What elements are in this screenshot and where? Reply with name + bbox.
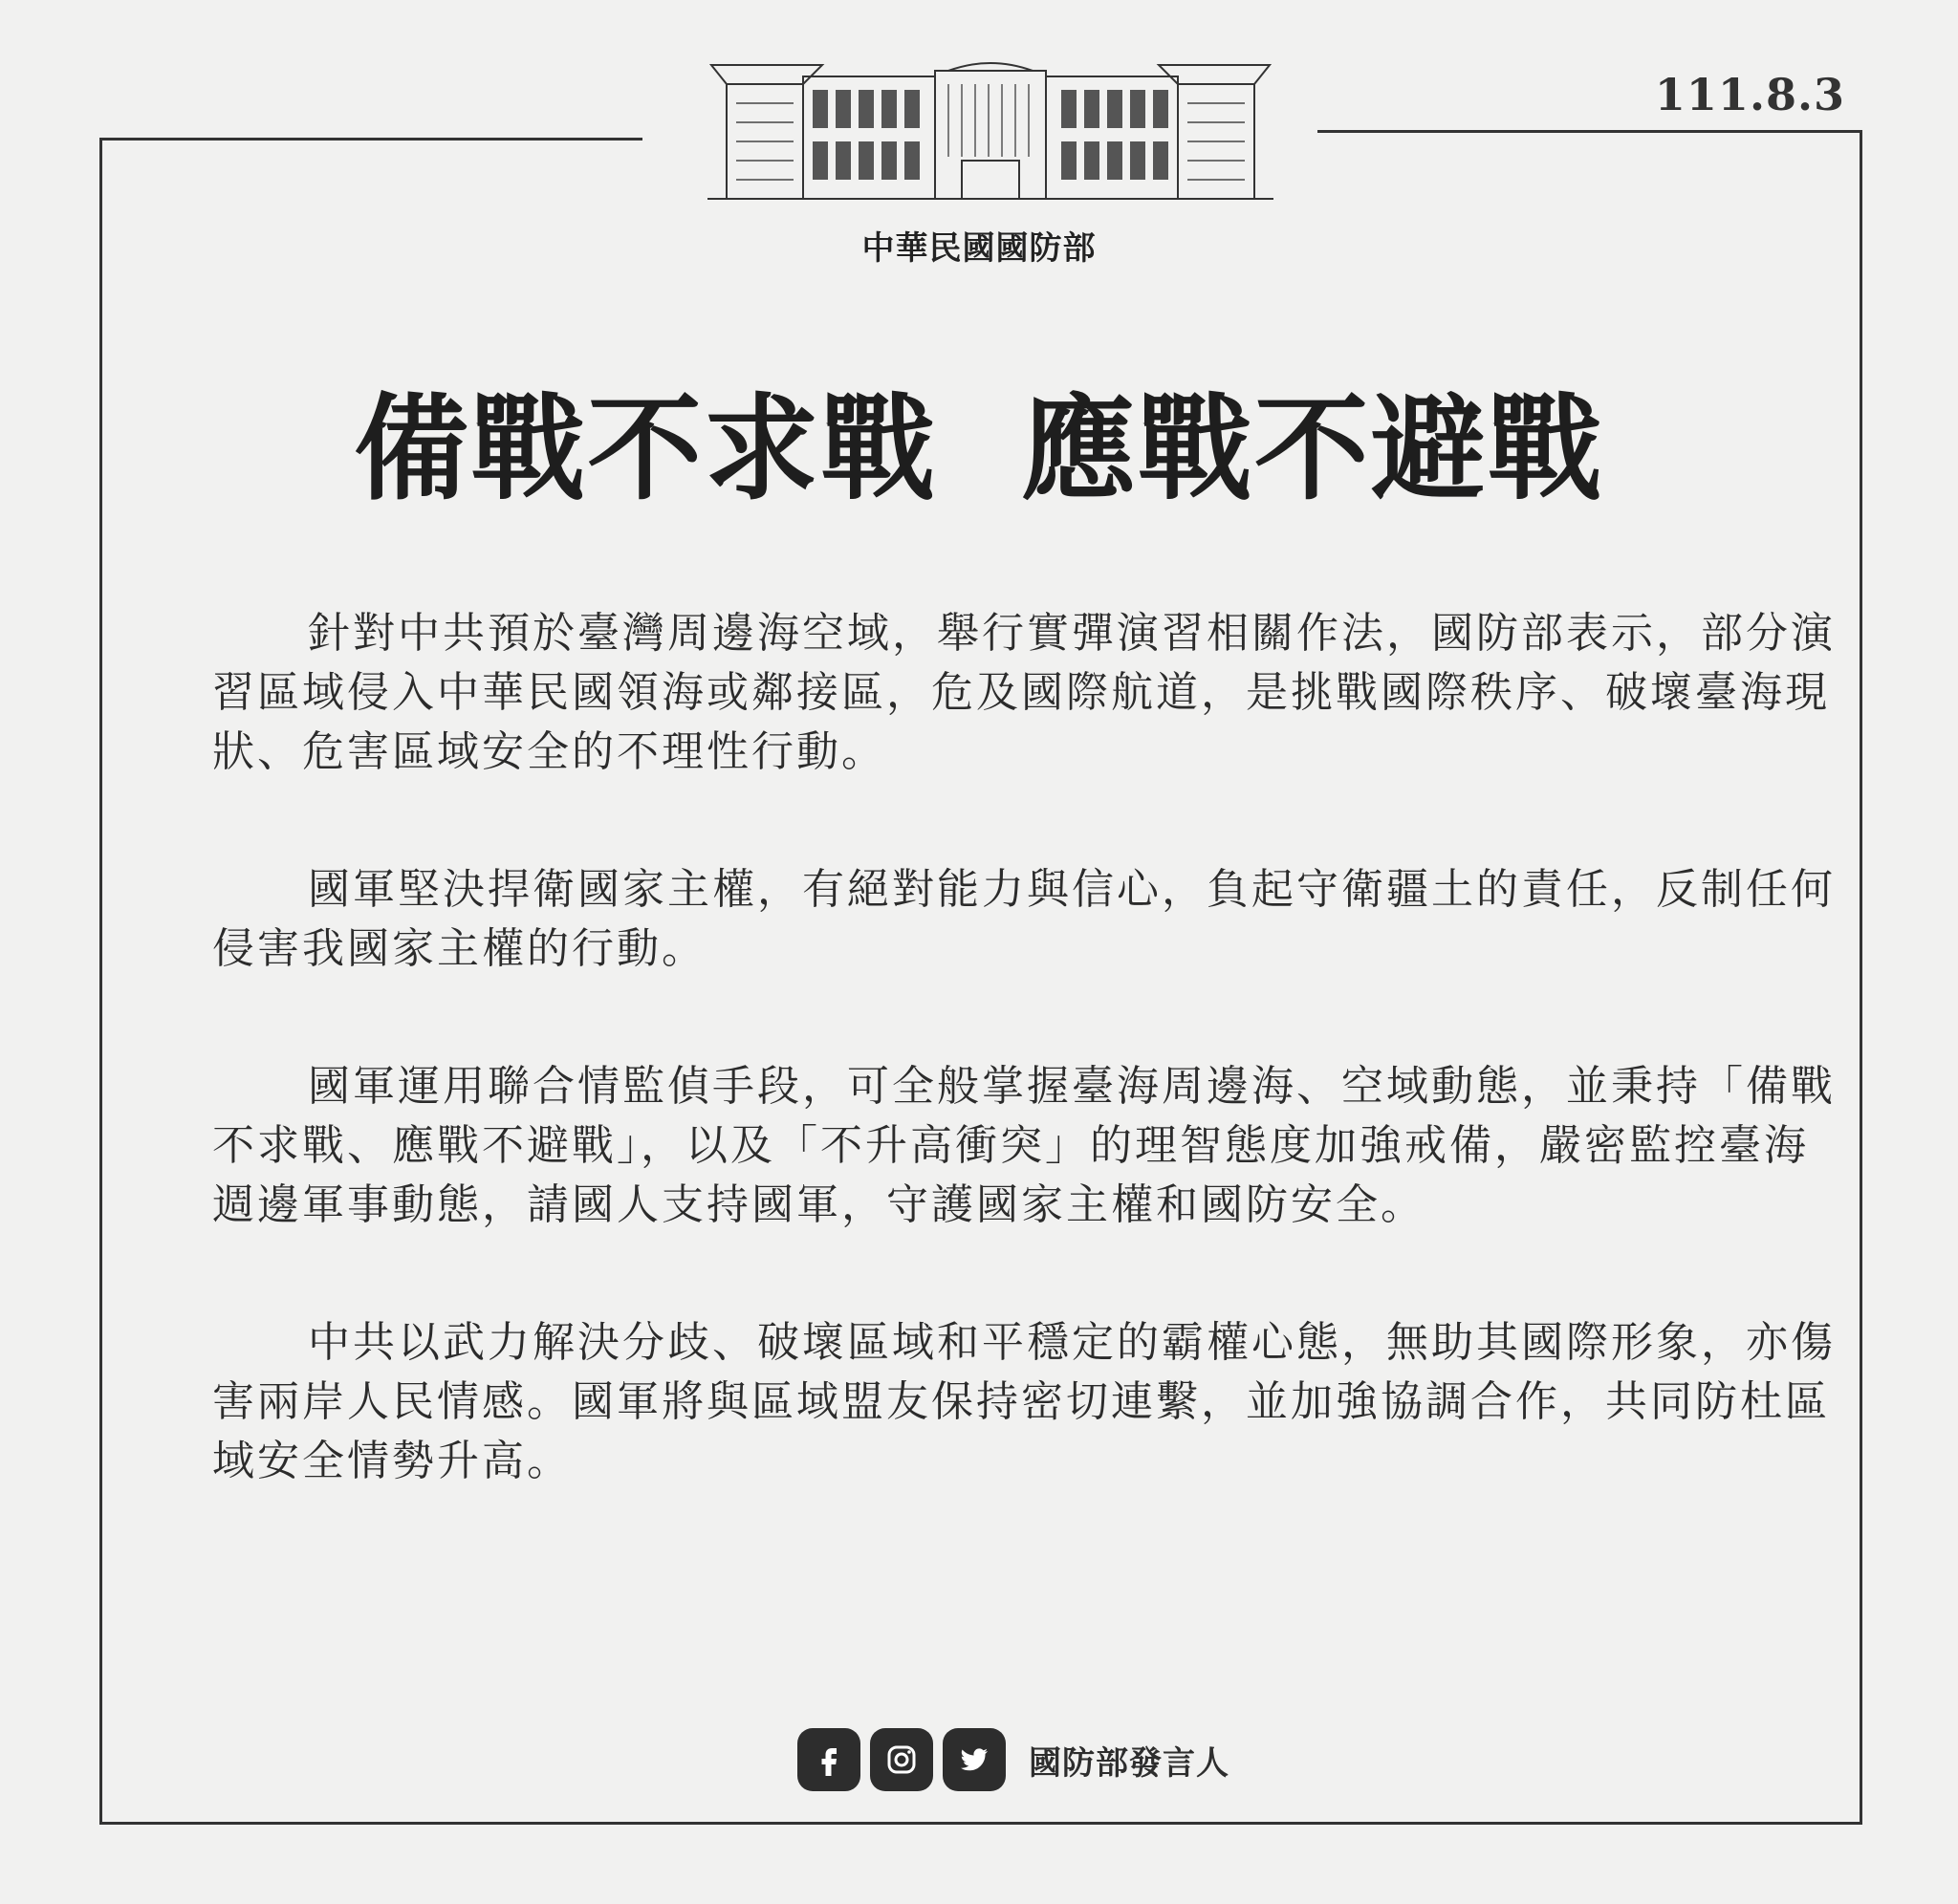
footer (797, 1728, 1229, 1791)
instagram-icon[interactable] (870, 1728, 933, 1791)
paragraph-3: 國軍運用聯合情監偵手段，可全般掌握臺海周邊海、空域動態，並秉持「備戰不求戰、應戰不避戰」，以及「不升高衝突」的理智態度加強戒備，嚴密監控臺海週邊軍事動態，請國人支持國軍，守護國家主權和國防安全。 (212, 1062, 1836, 1229)
facebook-icon[interactable] (797, 1728, 860, 1791)
main-title: 備戰不求戰 應戰不避戰 (354, 381, 1604, 516)
frame-top-right (1317, 130, 1862, 133)
paragraph-1: 針對中共預於臺灣周邊海空域，舉行實彈演習相關作法，國防部表示，部分演習區域侵入中華民國領海或鄰接區，危及國際航道，是挑戰國際秩序、破壞臺海現狀、危害區域安全的不理性行動。 (212, 609, 1836, 776)
organization-name: 中華民國國防部 (861, 229, 1097, 268)
twitter-icon[interactable] (943, 1728, 1006, 1791)
paragraph-4: 中共以武力解決分歧、破壞區域和平穩定的霸權心態，無助其國際形象，亦傷害兩岸人民情感。國軍將與區域盟友保持密切連繫，並加強協調合作，共同防杜區域安全情勢升高。 (212, 1318, 1836, 1485)
ministry-building-icon (707, 61, 1273, 203)
spokesperson-label: 國防部發言人 (1029, 1743, 1229, 1783)
statement-body (212, 604, 1838, 1569)
paragraph-2: 國軍堅決捍衛國家主權，有絕對能力與信心，負起守衛疆土的責任，反制任何侵害我國家主權的行動。 (212, 865, 1836, 973)
frame-bottom (99, 1822, 1862, 1825)
frame-top-left (99, 138, 642, 141)
issue-date: 111.8.3 (1654, 69, 1845, 120)
